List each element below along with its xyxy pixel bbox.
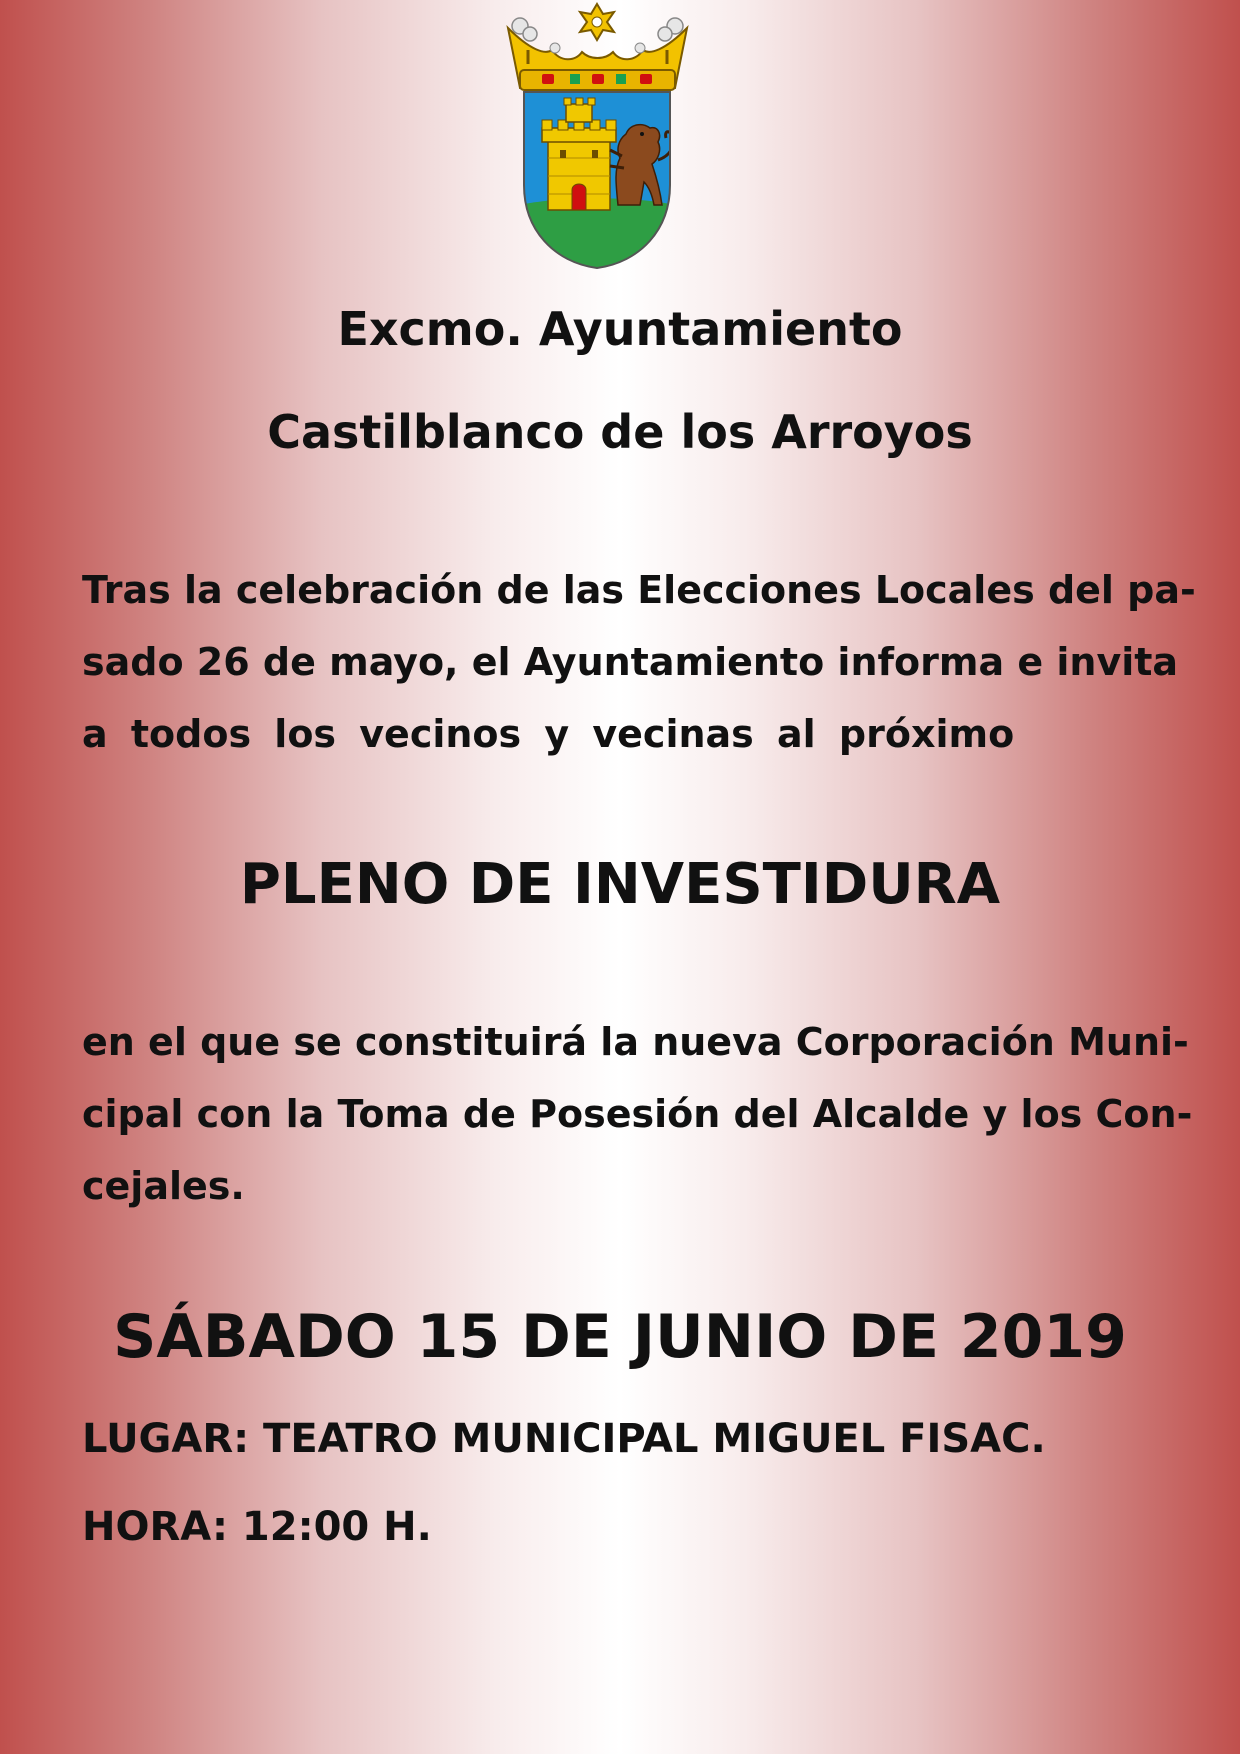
municipality-name: Castilblanco de los Arroyos <box>267 405 973 459</box>
intro-line: a todos los vecinos y vecinas al próximo <box>82 712 1015 756</box>
event-date: SÁBADO 15 DE JUNIO DE 2019 <box>113 1302 1127 1372</box>
intro-line: sado 26 de mayo, el Ayuntamiento informa e invita <box>82 640 1179 684</box>
shield-icon <box>520 90 675 270</box>
event-title: PLENO DE INVESTIDURA <box>239 852 1001 917</box>
coat-of-arms-icon <box>490 0 705 275</box>
intro-line: Tras la celebración de las Elecciones Locales del pa- <box>82 568 1196 612</box>
crown-icon <box>508 4 687 90</box>
description-line: cipal con la Toma de Posesión del Alcalde y los Con- <box>82 1092 1193 1136</box>
description-line: en el que se constituirá la nueva Corporación Muni- <box>82 1020 1189 1064</box>
description-paragraph <box>82 1006 1193 1222</box>
event-location: LUGAR: TEATRO MUNICIPAL MIGUEL FISAC. <box>82 1416 1046 1462</box>
intro-paragraph <box>82 554 1196 770</box>
organization-title: Excmo. Ayuntamiento <box>337 302 903 356</box>
description-line: cejales. <box>82 1164 245 1208</box>
event-time: HORA: 12:00 H. <box>82 1504 432 1550</box>
